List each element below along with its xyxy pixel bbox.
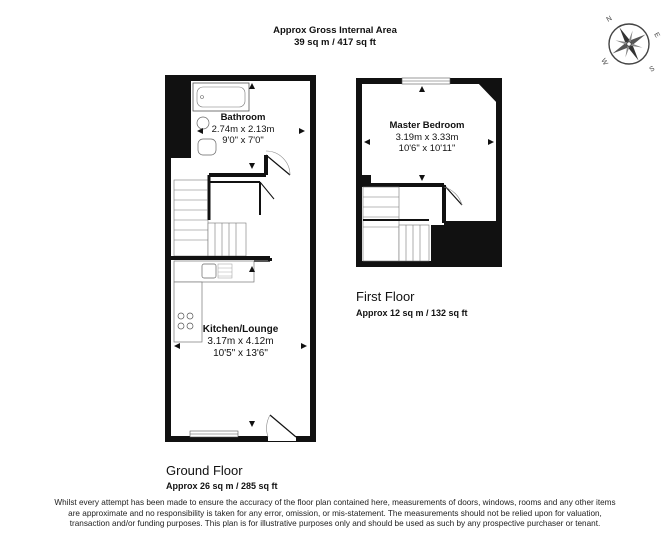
room-name: Kitchen/Lounge xyxy=(202,324,279,335)
room-bathroom xyxy=(188,112,298,147)
first-floor-caption xyxy=(356,289,468,318)
ground-floor-title: Ground Floor xyxy=(166,463,243,478)
compass-icon xyxy=(598,14,664,74)
first-floor-plan xyxy=(354,75,504,270)
disclaimer-text: Whilst every attempt has been made to ensure the accuracy of the floor plan contained here, measurements of doors, windows, rooms and any other items are approximate and no responsibility is taken for any error, omission, or mis-statement. The measurements should not be relied upon for valuation, transaction and/or funding purposes. This plan is for illustrative purposes only and should be used as such by any prospective purchaser or tenant. xyxy=(54,498,616,529)
room-imperial: 10'5" x 13'6" xyxy=(213,348,268,359)
ground-floor-caption xyxy=(166,463,278,491)
first-floor-area: Approx 12 sq m / 132 sq ft xyxy=(356,308,468,318)
room-name: Master Bedroom xyxy=(389,120,465,131)
compass-n: N xyxy=(605,15,614,24)
ground-floor-area: Approx 26 sq m / 285 sq ft xyxy=(166,481,278,491)
gross-area-title: Approx Gross Internal Area xyxy=(273,25,397,36)
compass-e: E xyxy=(652,31,661,40)
room-kitchen-lounge xyxy=(178,324,303,360)
room-master-bedroom xyxy=(372,120,482,155)
compass-s: S xyxy=(648,65,657,74)
room-metric: 3.17m x 4.12m xyxy=(207,336,274,347)
room-name: Bathroom xyxy=(220,112,266,123)
room-metric: 3.19m x 3.33m xyxy=(395,131,459,143)
compass-w: W xyxy=(599,57,609,67)
gross-area-value: 39 sq m / 417 sq ft xyxy=(294,37,376,48)
room-imperial: 9'0" x 7'0" xyxy=(222,135,264,146)
room-metric: 2.74m x 2.13m xyxy=(211,123,275,135)
room-imperial: 10'6" x 10'11" xyxy=(398,143,456,154)
header xyxy=(0,25,670,49)
first-floor-title: First Floor xyxy=(356,289,415,304)
